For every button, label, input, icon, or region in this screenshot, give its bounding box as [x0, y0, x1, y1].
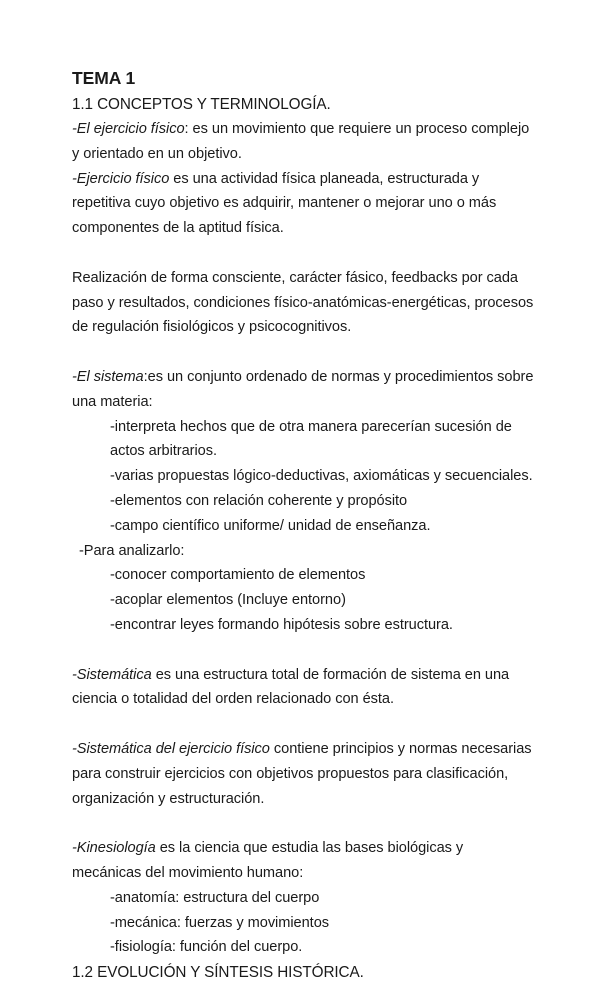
definition-sistematica-ejercicio-fisico [72, 737, 534, 811]
paragraph-spacer [72, 712, 534, 737]
definition-sistematica-text: es una estructura total de formación de sistema en una ciencia o totalidad del orden relacionado con ésta. [72, 666, 510, 708]
document-body [72, 66, 534, 985]
term-sistematica: -Sistemática [72, 666, 152, 683]
definition-ejercicio-fisico [72, 117, 534, 167]
list-item: -mecánica: fuerzas y movimientos [110, 914, 330, 931]
definition-kinesiologia [72, 836, 534, 886]
paragraph-realizacion: Realización de forma consciente, carácter fásico, feedbacks por cada paso y resultados, condiciones físico-anatómicas-energéticas, procesos de regulación fisiológicos y psicocognitivos. [72, 269, 534, 336]
list-item: -campo científico uniforme/ unidad de enseñanza. [110, 517, 431, 534]
definition-sistema-text: :es un conjunto ordenado de normas y procedimientos sobre una materia: [72, 368, 534, 410]
definition-ejercicio-fisico-text: : es un movimiento que requiere un proceso complejo y orientado en un objetivo. [72, 121, 530, 162]
list-item: -varias propuestas lógico-deductivas, axiomáticas y secuenciales. [110, 468, 533, 485]
definition-sistema [72, 365, 534, 415]
definition-sistematica [72, 663, 534, 713]
page-title: TEMA 1 [72, 68, 136, 88]
section-heading-1-2: 1.2 EVOLUCIÓN Y SÍNTESIS HISTÓRICA. [72, 964, 364, 982]
subsection-para-analizarlo: -Para analizarlo: [79, 542, 185, 559]
list-item: -encontrar leyes formando hipótesis sobre estructura. [110, 616, 453, 633]
paragraph-spacer [72, 811, 534, 836]
section-heading-1-1: 1.1 CONCEPTOS Y TERMINOLOGÍA. [72, 96, 331, 113]
list-item: -elementos con relación coherente y propósito [110, 492, 408, 509]
definition-ejercicio-fisico-2-text: es una actividad física planeada, estructurada y repetitiva cuyo objetivo es adquirir, mantener o mejorar uno o más componentes de la aptitud física. [72, 170, 497, 237]
definition-kinesiologia-text: es la ciencia que estudia las bases biológicas y mecánicas del movimiento humano: [72, 840, 464, 881]
list-item: -interpreta hechos que de otra manera parecerían sucesión de actos arbitrarios. [110, 418, 512, 460]
term-sistema: -El sistema [72, 368, 144, 385]
term-ejercicio-fisico: -El ejercicio físico [72, 121, 185, 137]
list-item: -acoplar elementos (Incluye entorno) [110, 592, 346, 609]
definition-ejercicio-fisico-2 [72, 167, 534, 241]
list-item: -anatomía: estructura del cuerpo [110, 889, 320, 906]
paragraph-spacer [72, 340, 534, 365]
term-ejercicio-fisico-2: -Ejercicio físico [72, 170, 170, 187]
list-item: -fisiología: función del cuerpo. [110, 939, 303, 956]
term-kinesiologia: -Kinesiología [72, 840, 156, 857]
term-sistematica-ejercicio-fisico: -Sistemática del ejercicio físico [72, 740, 270, 757]
list-item: -conocer comportamiento de elementos [110, 567, 366, 584]
paragraph-spacer [72, 638, 534, 663]
definition-sistematica-ejercicio-fisico-text: contiene principios y normas necesarias para construir ejercicios con objetivos propuestos para clasificación, organización y estructuración. [72, 740, 532, 807]
paragraph-spacer [72, 241, 534, 266]
